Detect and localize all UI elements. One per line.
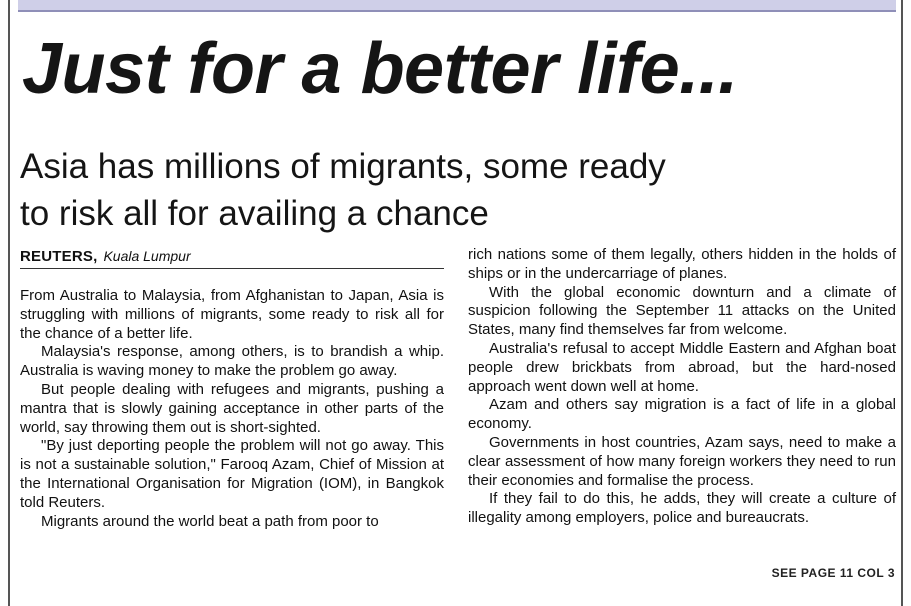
page-header-bar	[18, 0, 896, 12]
article-subhead-line-2: to risk all for availing a chance	[20, 194, 489, 233]
continuation-link[interactable]: SEE PAGE 11 COL 3	[771, 566, 895, 580]
article-subhead-line-1: Asia has millions of migrants, some ready	[20, 147, 666, 186]
article-column-right	[468, 246, 896, 528]
left-column-rule	[8, 0, 10, 606]
byline-place: Kuala Lumpur	[103, 248, 191, 264]
article-paragraph: But people dealing with refugees and migrants, pushing a mantra that is slowly gaining acceptance in other parts of the world, say throwing them out is short-sighted.	[20, 380, 444, 436]
article-subhead	[20, 143, 890, 237]
article-paragraph: Governments in host countries, Azam says, need to make a clear assessment of how many foreign workers they need to run their economies and formalise the process.	[468, 433, 896, 489]
article-paragraph: From Australia to Malaysia, from Afghanistan to Japan, Asia is struggling with millions of migrants, some ready to risk all for the chance of a better life.	[20, 287, 444, 342]
article-headline: Just for a better life...	[22, 29, 738, 109]
article-paragraph: With the global economic downturn and a climate of suspicion following the September 11 attacks on the United States, many find themselves far from welcome.	[468, 283, 896, 339]
article-paragraph: Malaysia's response, among others, is to brandish a whip. Australia is waving money to make the problem go away.	[20, 343, 444, 380]
article-byline	[20, 248, 444, 269]
article-paragraph: Migrants around the world beat a path from poor to	[41, 512, 379, 530]
article-column-left	[20, 287, 444, 531]
article-paragraph: rich nations some of them legally, others hidden in the holds of ships or in the undercarriage of planes.	[468, 246, 896, 282]
article-paragraph: "By just deporting people the problem will not go away. This is not a sustainable solution," Farooq Azam, Chief of Mission at the International Organisation for Migration (IOM), in Bangkok told Reuters.	[20, 437, 444, 511]
article-paragraph: Azam and others say migration is a fact of life in a global economy.	[468, 396, 896, 433]
article-paragraph: If they fail to do this, he adds, they will create a culture of illegality among employers, police and bureaucrats.	[468, 490, 896, 527]
byline-agency: REUTERS,	[20, 248, 98, 265]
article-paragraph: Australia's refusal to accept Middle Eastern and Afghan boat people drew brickbats from abroad, but the hard-nosed approach went down well at home.	[468, 339, 896, 395]
